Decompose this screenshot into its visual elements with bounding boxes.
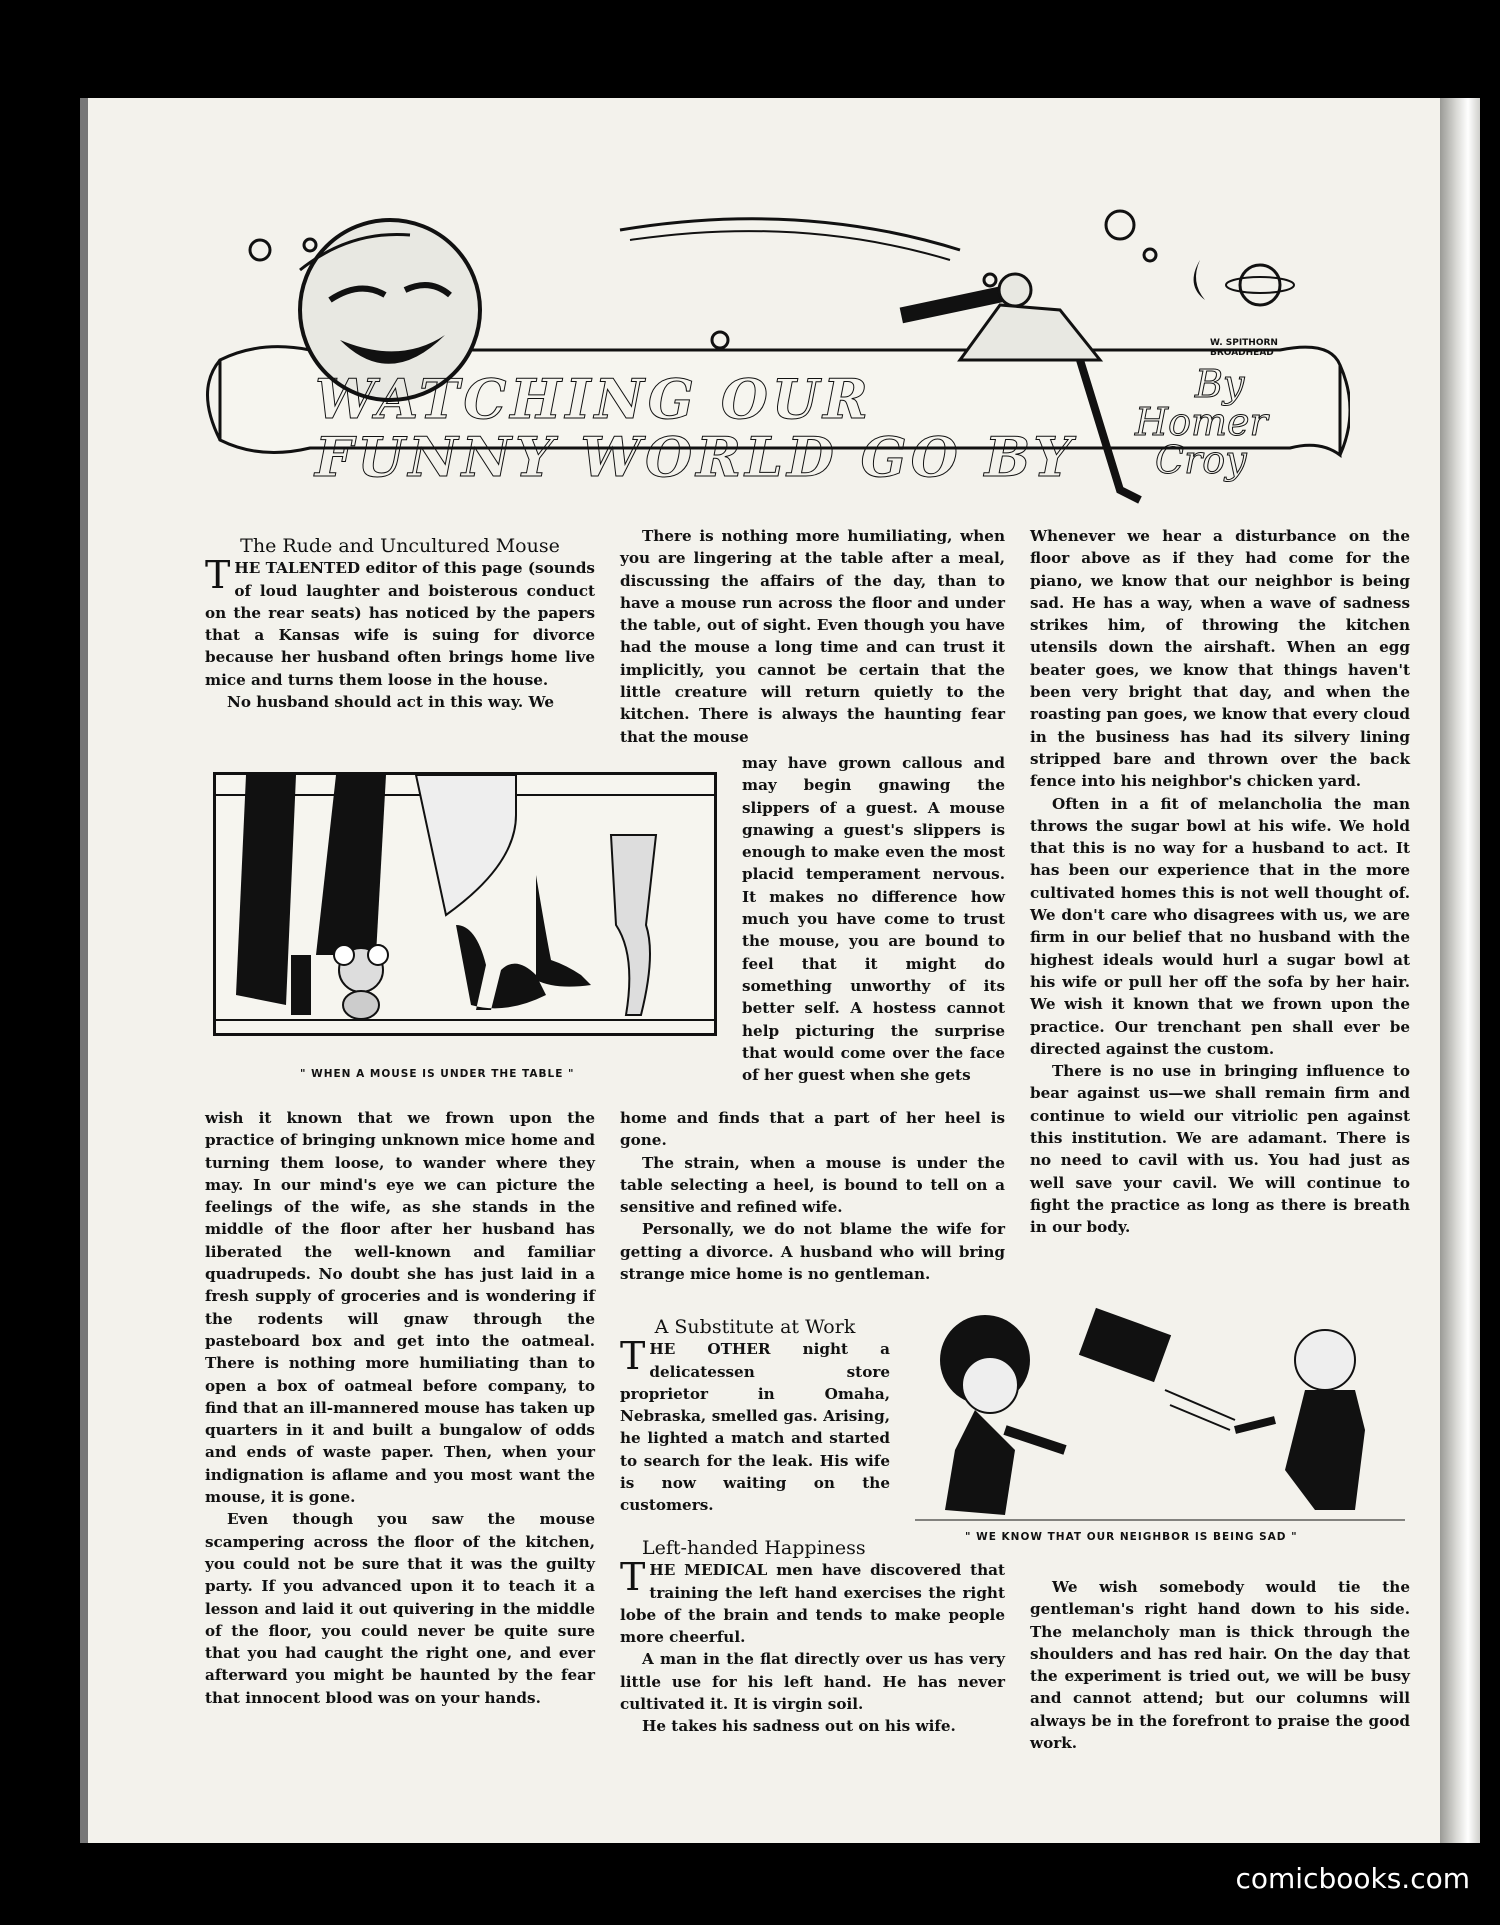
col2-paragraph-1b: may have grown callous and may begin gnawing the slippers of a guest. A mouse gnawing a guest's slippers is enough to make even the most placid temperament nervous. It makes no difference how much you have come to trust the mouse, you are bound to feel that it might do something unworthy of its better self. A hostess cannot help picturing the surprise that would come over the face of her guest when she gets <box>742 754 1005 1085</box>
col1-paragraph-2: No husband should act in this way. We <box>227 693 554 712</box>
substitute-paragraph: THE OTHER night a delicatessen store proprietor in Omaha, Nebraska, smelled gas. Arising, he lighted a match and started to search for the leak. His wife is now waiting on the customers. <box>620 1334 890 1515</box>
watermark: comicbooks.com <box>1235 1862 1470 1895</box>
column-1-top <box>205 535 595 713</box>
col2-paragraph-1c: home and finds that a part of her heel is gone. <box>620 1109 1005 1150</box>
dropcap: T <box>620 1555 646 1600</box>
artist-signature: W. SPITHORN BROADHEAD <box>1210 338 1278 358</box>
page-left-edge <box>80 98 88 1843</box>
col2-paragraph-3: Personally, we do not blame the wife for getting a divorce. A husband who will bring strange mice home is no gentleman. <box>620 1220 1005 1284</box>
column-3-bottom <box>1030 1576 1410 1754</box>
caption-neighbor: " WE KNOW THAT OUR NEIGHBOR IS BEING SAD " <box>965 1531 1298 1543</box>
heading-substitute: A Substitute at Work <box>654 1316 856 1338</box>
col3-paragraph-2: Often in a fit of melancholia the man throws the sugar bowl at his wife. We hold that this is no way for a husband to act. It has been our experience that in the more cultivated homes this is not well thought of. We don't care who disagrees with us, we are firm in our belief that no husband with the highest ideals would hurl a sugar bowl at his wife or pull her off the sofa by her hair. We wish it known that we frown upon the practice. Our trenchant pen shall ever be directed against the custom. <box>1030 794 1410 1058</box>
col1-paragraph-3: wish it known that we frown upon the practice of bringing unknown mice home and turning them loose, to wander where they may. In our mind's eye we can picture the feelings of the wife, as she stands in the middle of the floor after her husband has liberated the well-known and familiar quadrupeds. No doubt she has just laid in a fresh supply of groceries and is wondering if the rodents will gnaw through the pasteboard box and get into the oatmeal. There is nothing more humiliating than to open a box of oatmeal before company, to find that an ill-mannered mouse has taken up quarters in it and built a bungalow of odds and ends of waste paper. Then, when your indignation is aflame and you most want the mouse, it is gone. <box>205 1109 595 1507</box>
column-2-top <box>620 525 1005 748</box>
page-gutter <box>1440 98 1480 1843</box>
title-line-1: WATCHING OUR <box>315 367 872 431</box>
col1-paragraph-1: THE TALENTED editor of this page (sounds of loud laughter and boisterous conduct on the rear seats) has noticed by the papers that a Kansas wife is suing for divorce because her husband often brings home live mice and turns them loose in the house. <box>205 553 595 689</box>
column-1-bottom <box>205 1107 595 1709</box>
column-2-left-handed <box>620 1537 1005 1738</box>
left-handed-paragraph-1: THE MEDICAL men have discovered that training the left hand exercises the right lobe of the brain and tends to make people more cheerful. <box>620 1555 1005 1647</box>
mouse-under-table-illustration <box>213 772 717 1036</box>
left-handed-paragraph-3: He takes his sadness out on his wife. <box>642 1717 956 1736</box>
column-2-middle <box>620 1107 1005 1285</box>
heading-left-handed: Left-handed Happiness <box>642 1537 866 1559</box>
title-line-2: FUNNY WORLD GO BY <box>315 425 1076 489</box>
caption-mouse: " WHEN A MOUSE IS UNDER THE TABLE " <box>300 1068 575 1080</box>
col1-paragraph-4: Even though you saw the mouse scampering across the floor of the kitchen, you could not be sure that it was the guilty party. If you advanced upon it to teach it a lesson and laid it out quivering in the middle of the floor, you could never be quite sure that you had caught the right one, and ever afterward you might be haunted by the fear that innocent blood was on your hands. <box>205 1510 595 1707</box>
neighbor-illustration-svg <box>915 1300 1405 1525</box>
mouse-illustration-svg <box>216 775 714 1033</box>
dropcap: T <box>620 1334 646 1379</box>
col2-paragraph-2: The strain, when a mouse is under the table selecting a heel, is bound to tell on a sensitive and refined wife. <box>620 1153 1005 1217</box>
column-2-wrap <box>742 752 1005 1086</box>
neighbor-sad-illustration <box>915 1300 1405 1525</box>
heading-rude-mouse: The Rude and Uncultured Mouse <box>240 535 560 557</box>
header-illustration <box>200 190 1350 520</box>
col2-paragraph-1: There is nothing more humiliating, when you are lingering at the table after a meal, discussing the affairs of the day, than to have a mouse run across the floor and under the table, out of sight. Even though you have had the mouse a long time and can trust it implicitly, you cannot be certain that the little creature will return quietly to the kitchen. There is always the haunting fear that the mouse <box>620 527 1005 746</box>
dropcap: T <box>205 553 231 598</box>
byline <box>1135 362 1268 482</box>
byline-by: By <box>1195 362 1245 406</box>
column-2-substitute <box>620 1316 890 1517</box>
col3-paragraph-3: There is no use in bringing influence to bear against us—we shall remain firm and continue to wield our vitriolic pen against this institution. We are adamant. There is no need to cavil with us. You had just as well save your cavil. We will continue to fight the practice as long as there is breath in our body. <box>1030 1062 1410 1237</box>
page-title <box>315 367 1076 489</box>
column-3-top <box>1030 525 1410 1239</box>
col3-paragraph-4: We wish somebody would tie the gentleman's right hand down to his side. The melancholy man is thick through the shoulders and has red hair. On the day that the experiment is tried out, we will be busy and cannot attend; but our columns will always be in the forefront to praise the good work. <box>1030 1578 1410 1753</box>
byline-last: Croy <box>1155 438 1247 482</box>
col3-paragraph-1: Whenever we hear a disturbance on the floor above as if they had come for the piano, we know that our neighbor is being sad. He has a way, when a wave of sadness strikes him, of throwing the kitchen utensils down the airshaft. When an egg beater goes, we know that things haven't been very bright that day, and when the roasting pan goes, we know that every cloud in the business has had its silvery lining stripped bare and thrown over the back fence into his neighbor's chicken yard. <box>1030 527 1410 791</box>
byline-first: Homer <box>1135 400 1268 444</box>
left-handed-paragraph-2: A man in the flat directly over us has very little use for his left hand. He has never cultivated it. It is virgin soil. <box>620 1650 1005 1714</box>
